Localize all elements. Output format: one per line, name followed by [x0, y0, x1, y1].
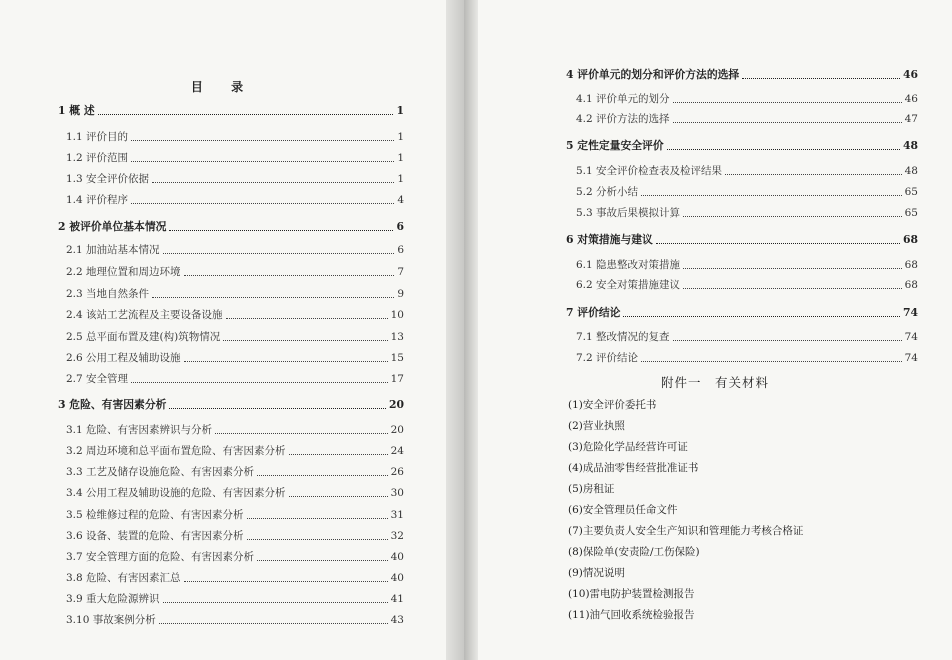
toc-section-row	[576, 328, 918, 344]
toc-entry-label: 5.3 事故后果模拟计算	[576, 207, 681, 219]
dot-leader	[673, 102, 902, 103]
dot-leader	[289, 454, 388, 455]
annex-item: (1)安全评价委托书	[568, 399, 657, 411]
toc-page-number: 15	[390, 352, 404, 364]
toc-page-number: 74	[902, 306, 918, 319]
toc-chapter-row	[566, 231, 918, 247]
book-gutter-shadow	[464, 0, 478, 660]
toc-page-number: 17	[390, 373, 404, 385]
toc-section-row	[576, 204, 918, 220]
toc-section-row	[66, 506, 404, 522]
dot-leader	[223, 340, 387, 341]
toc-entry-label: 3.5 检维修过程的危险、有害因素分析	[66, 509, 244, 521]
toc-section-row	[576, 276, 918, 292]
toc-page-number: 13	[390, 331, 404, 343]
toc-page-number: 1	[396, 104, 404, 117]
dot-leader	[131, 140, 394, 141]
toc-entry-label: 7.1 整改情况的复查	[576, 331, 670, 343]
toc-page-number: 1	[397, 173, 404, 185]
toc-section-row	[66, 263, 404, 279]
toc-entry-label: 2 被评价单位基本情况	[58, 220, 167, 233]
dot-leader	[247, 518, 388, 519]
dot-leader	[742, 78, 900, 79]
toc-entry-label: 1.1 评价目的	[66, 131, 129, 143]
toc-page-number: 48	[904, 165, 918, 177]
annex-item: (5)房租证	[568, 483, 615, 495]
toc-page-number: 26	[390, 466, 404, 478]
toc-section-row	[66, 484, 404, 500]
toc-page-number: 74	[904, 331, 918, 343]
annex-item: (9)情况说明	[568, 567, 625, 579]
dot-leader	[131, 382, 388, 383]
toc-page-number: 31	[390, 509, 404, 521]
toc-entry-label: 3.7 安全管理方面的危险、有害因素分析	[66, 551, 255, 563]
dot-leader	[131, 161, 394, 162]
toc-entry-label: 7.2 评价结论	[576, 352, 639, 364]
toc-entry-label: 3.1 危险、有害因素辨识与分析	[66, 424, 213, 436]
toc-entry-label: 2.6 公用工程及辅助设施	[66, 352, 181, 364]
dot-leader	[667, 149, 900, 150]
toc-section-row	[66, 569, 404, 585]
dot-leader	[641, 195, 902, 196]
dot-leader	[163, 602, 388, 603]
toc-chapter-row	[58, 396, 404, 412]
left-page	[0, 0, 446, 660]
toc-chapter-row	[566, 304, 918, 320]
annex-item: (6)安全管理员任命文件	[568, 504, 678, 516]
toc-page-number: 20	[390, 424, 404, 436]
toc-entry-label: 3.10 事故案例分析	[66, 614, 156, 626]
toc-section-row	[66, 149, 404, 165]
dot-leader	[673, 340, 902, 341]
dot-leader	[683, 216, 902, 217]
toc-entry-label: 3.8 危险、有害因素汇总	[66, 572, 181, 584]
toc-page-number: 68	[904, 259, 918, 271]
toc-entry-label: 1 概 述	[58, 104, 95, 117]
annex-item: (3)危险化学品经营许可证	[568, 441, 688, 453]
right-page	[478, 0, 952, 660]
toc-chapter-row	[566, 137, 918, 153]
toc-entry-label: 5.1 安全评价检查表及检评结果	[576, 165, 723, 177]
dot-leader	[163, 253, 395, 254]
toc-section-row	[66, 370, 404, 386]
toc-section-row	[576, 162, 918, 178]
dot-leader	[683, 268, 902, 269]
dot-leader	[98, 114, 394, 115]
toc-entry-label: 3.3 工艺及储存设施危险、有害因素分析	[66, 466, 255, 478]
annex-title: 附件一 有关材料	[660, 375, 769, 390]
toc-entry-label: 1.2 评价范围	[66, 152, 129, 164]
toc-page-number: 65	[904, 186, 918, 198]
toc-section-row	[576, 349, 918, 365]
dot-leader	[159, 623, 388, 624]
annex-item: (2)营业执照	[568, 420, 625, 432]
toc-page-number: 74	[904, 352, 918, 364]
toc-section-row	[576, 256, 918, 272]
toc-section-row	[66, 191, 404, 207]
toc-entry-label: 3.6 设备、装置的危险、有害因素分析	[66, 530, 244, 542]
dot-leader	[673, 122, 902, 123]
toc-section-row	[66, 128, 404, 144]
toc-section-row	[576, 110, 918, 126]
toc-entry-label: 3 危险、有害因素分析	[58, 398, 167, 411]
toc-page-number: 9	[397, 288, 404, 300]
annex-item: (8)保险单(安责险/工伤保险)	[568, 546, 700, 558]
book-gutter	[446, 0, 464, 660]
toc-entry-label: 2.3 当地自然条件	[66, 288, 150, 300]
toc-section-row	[66, 442, 404, 458]
dot-leader	[641, 361, 902, 362]
toc-entry-label: 2.7 安全管理	[66, 373, 129, 385]
toc-page-number: 68	[902, 233, 918, 246]
toc-page-number: 1	[397, 131, 404, 143]
toc-chapter-row	[58, 218, 404, 234]
toc-page-number: 32	[390, 530, 404, 542]
toc-page-number: 41	[390, 593, 404, 605]
toc-chapter-row	[58, 102, 404, 118]
dot-leader	[131, 203, 394, 204]
toc-page-number: 24	[390, 445, 404, 457]
toc-entry-label: 4 评价单元的划分和评价方法的选择	[566, 68, 740, 81]
toc-section-row	[576, 90, 918, 106]
toc-section-row	[66, 590, 404, 606]
toc-page-number: 46	[902, 68, 918, 81]
toc-entry-label: 6 对策措施与建议	[566, 233, 653, 246]
toc-section-row	[66, 611, 404, 627]
toc-section-row	[66, 241, 404, 257]
toc-entry-label: 4.2 评价方法的选择	[576, 113, 670, 125]
annex-item: (10)雷电防护装置检测报告	[568, 588, 695, 600]
toc-page-number: 68	[904, 279, 918, 291]
toc-page-number: 20	[388, 398, 404, 411]
dot-leader	[184, 361, 388, 362]
toc-page-number: 46	[904, 93, 918, 105]
toc-page-number: 6	[396, 220, 404, 233]
toc-page-number: 4	[397, 194, 404, 206]
toc-entry-label: 2.1 加油站基本情况	[66, 244, 160, 256]
toc-entry-label: 2.2 地理位置和周边环境	[66, 266, 181, 278]
toc-entry-label: 2.5 总平面布置及建(构)筑物情况	[66, 331, 221, 343]
dot-leader	[623, 316, 900, 317]
toc-entry-label: 3.2 周边环境和总平面布置危险、有害因素分析	[66, 445, 286, 457]
toc-section-row	[66, 463, 404, 479]
dot-leader	[169, 408, 386, 409]
toc-section-row	[66, 421, 404, 437]
toc-page-number: 40	[390, 572, 404, 584]
toc-entry-label: 2.4 该站工艺流程及主要设备设施	[66, 309, 223, 321]
toc-entry-label: 5 定性定量安全评价	[566, 139, 664, 152]
toc-entry-label: 7 评价结论	[566, 306, 621, 319]
dot-leader	[257, 560, 388, 561]
toc-section-row	[66, 527, 404, 543]
dot-leader	[247, 539, 388, 540]
toc-page-number: 6	[397, 244, 404, 256]
toc-chapter-row	[566, 66, 918, 82]
toc-page-number: 40	[390, 551, 404, 563]
dot-leader	[725, 174, 902, 175]
dot-leader	[289, 496, 388, 497]
toc-entry-label: 4.1 评价单元的划分	[576, 93, 670, 105]
dot-leader	[226, 318, 388, 319]
toc-page-number: 7	[397, 266, 404, 278]
dot-leader	[683, 288, 902, 289]
toc-section-row	[66, 170, 404, 186]
toc-section-row	[66, 285, 404, 301]
toc-section-row	[66, 349, 404, 365]
dot-leader	[656, 243, 900, 244]
annex-item: (4)成品油零售经营批准证书	[568, 462, 699, 474]
dot-leader	[169, 230, 393, 231]
toc-page-number: 1	[397, 152, 404, 164]
annex-item: (11)油气回收系统检验报告	[568, 609, 695, 621]
toc-page-number: 10	[390, 309, 404, 321]
dot-leader	[152, 182, 394, 183]
toc-section-row	[576, 183, 918, 199]
toc-page-number: 65	[904, 207, 918, 219]
dot-leader	[184, 275, 395, 276]
toc-entry-label: 3.9 重大危险源辨识	[66, 593, 160, 605]
dot-leader	[152, 297, 394, 298]
toc-page-number: 43	[390, 614, 404, 626]
dot-leader	[184, 581, 388, 582]
annex-item: (7)主要负责人安全生产知识和管理能力考核合格证	[568, 525, 804, 537]
toc-title: 目 录	[190, 80, 256, 94]
toc-page-number: 48	[902, 139, 918, 152]
dot-leader	[215, 433, 388, 434]
toc-section-row	[66, 328, 404, 344]
toc-section-row	[66, 548, 404, 564]
toc-entry-label: 5.2 分析小结	[576, 186, 639, 198]
toc-page-number: 47	[904, 113, 918, 125]
toc-section-row	[66, 306, 404, 322]
toc-entry-label: 3.4 公用工程及辅助设施的危险、有害因素分析	[66, 487, 286, 499]
toc-entry-label: 6.1 隐患整改对策措施	[576, 259, 681, 271]
toc-entry-label: 6.2 安全对策措施建议	[576, 279, 681, 291]
toc-page-number: 30	[390, 487, 404, 499]
dot-leader	[257, 475, 388, 476]
toc-entry-label: 1.3 安全评价依据	[66, 173, 150, 185]
toc-entry-label: 1.4 评价程序	[66, 194, 129, 206]
